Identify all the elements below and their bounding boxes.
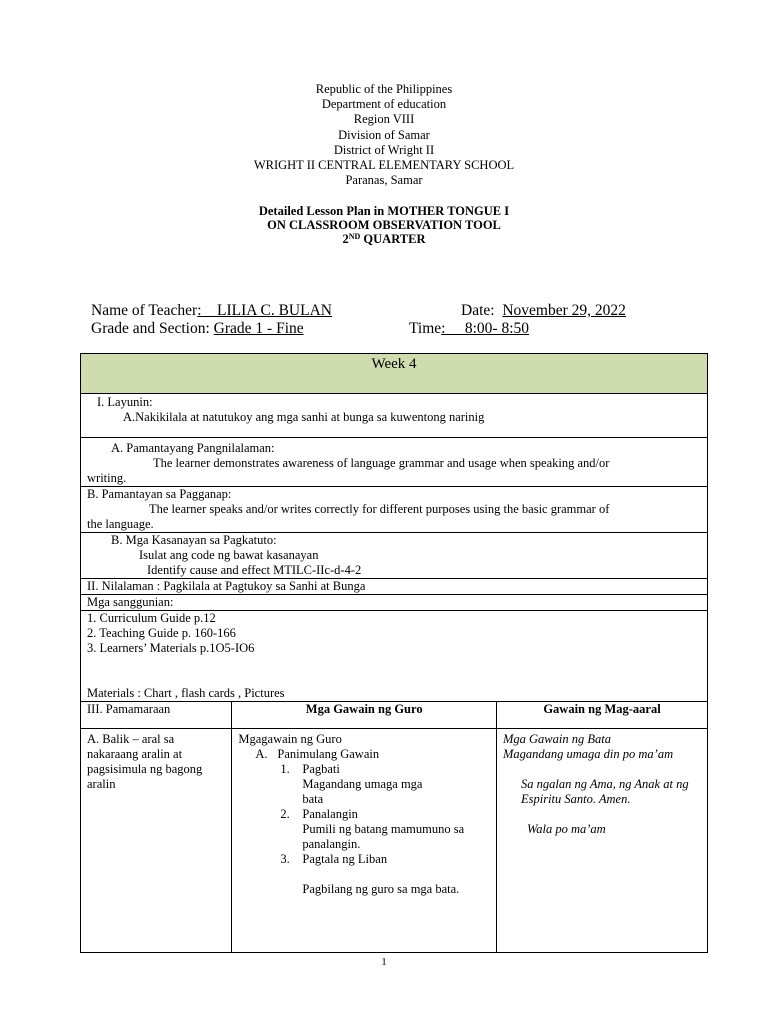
layunin-text: A.Nakikilala at natutukoy ang mga sanhi at bunga sa kuwentong narinig [123, 410, 485, 424]
document-header [0, 82, 768, 188]
plan-quarter [0, 232, 768, 246]
col-guro-header: Mga Gawain ng Guro [232, 702, 497, 729]
time-info [409, 320, 529, 338]
sanggunian-row [81, 595, 708, 611]
header-district: District of Wright II [333, 142, 435, 157]
bata-attendance: Wala po ma’am [526, 822, 606, 836]
item-detail: Pumili ng batang mamumuno sa panalangin. [302, 822, 465, 851]
nilalaman-row [81, 579, 708, 595]
item-title: Pagbati [302, 762, 340, 776]
bata-title: Mga Gawain ng Bata [502, 732, 611, 746]
item-number: 1. [280, 762, 290, 776]
item-number: 3. [280, 852, 290, 866]
list-item [238, 852, 490, 867]
plan-title-line1: Detailed Lesson Plan in MOTHER TONGUE I [258, 204, 510, 218]
pamantayang-cell [81, 438, 708, 487]
teacher-name: : LILIA C. BULAN [197, 302, 332, 319]
date-value: November 29, 2022 [502, 302, 626, 319]
teacher-info [91, 302, 332, 320]
layunin-row [81, 394, 708, 438]
lesson-plan-title [0, 204, 768, 246]
list-item [238, 762, 490, 807]
guro-subheading [238, 747, 490, 762]
references-row [81, 611, 708, 702]
plan-title-line2: ON CLASSROOM OBSERVATION TOOL [267, 218, 501, 232]
guro-activity-list [238, 762, 490, 867]
col-pamamaraan-header: III. Pamamaraan [81, 702, 232, 729]
guro-last-activity: Pagbilang ng guro sa mga bata. [302, 882, 460, 896]
pagganap-label: B. Pamantayan sa Pagganap: [87, 487, 232, 501]
guro-title: Mgagawain ng Guro [238, 732, 342, 746]
header-school: WRIGHT II CENTRAL ELEMENTARY SCHOOL [253, 158, 515, 173]
pagganap-text-b: the language. [87, 517, 154, 531]
week-cell: Week 4 [81, 354, 708, 394]
column-header-row [81, 702, 708, 729]
bata-activities-cell [496, 729, 707, 953]
grade-info [91, 320, 304, 338]
grade-value: Grade 1 - Fine [213, 320, 304, 337]
pagganap-row [81, 487, 708, 533]
kasanayan-cell [81, 533, 708, 579]
quarter-number: 2 [342, 232, 349, 246]
week-row [81, 354, 708, 394]
list-item [238, 807, 490, 852]
header-department: Department of education [321, 97, 447, 112]
quarter-suffix: ND [348, 232, 361, 241]
pamantayang-row [81, 438, 708, 487]
pamantayang-text-a: The learner demonstrates awareness of language grammar and usage when speaking and/or [153, 456, 610, 470]
date-label: Date: [461, 302, 495, 319]
pagganap-cell [81, 487, 708, 533]
activity-row [81, 729, 708, 953]
references-cell [81, 611, 708, 702]
layunin-cell [81, 394, 708, 438]
sanggunian-cell: Mga sanggunian: [81, 595, 708, 611]
quarter-word: QUARTER [363, 232, 426, 246]
page-number: 1 [381, 956, 387, 968]
item-detail: Magandang umaga mga bata [302, 777, 423, 806]
guro-sub-title: Panimulang Gawain [277, 747, 380, 761]
kasanayan-line1: Isulat ang code ng bawat kasanayan [139, 548, 319, 562]
item-title: Pagtala ng Liban [302, 852, 388, 866]
kasanayan-line2: Identify cause and effect MTILC-IIc-d-4-2 [147, 563, 362, 577]
step-balik-aral: A. Balik – aral sa nakaraang aralin at pagsisimula ng bagong aralin [81, 729, 232, 953]
reference-learners-materials: 3. Learners’ Materials p.1O5-IO6 [87, 641, 255, 655]
bata-prayer: Sa ngalan ng Ama, ng Anak at ng Espiritu Santo. Amen. [520, 777, 689, 806]
materials-text: Materials : Chart , flash cards , Pictures [87, 686, 285, 700]
lesson-plan-table [80, 353, 708, 953]
teacher-label: Name of Teacher [91, 302, 198, 319]
date-info [461, 302, 626, 320]
header-region: Region VIII [353, 112, 415, 127]
kasanayan-label: B. Mga Kasanayan sa Pagkatuto: [111, 533, 277, 547]
layunin-label: I. Layunin: [97, 395, 153, 409]
kasanayan-row [81, 533, 708, 579]
header-division: Division of Samar [338, 127, 430, 142]
col-mag-aaral-header: Gawain ng Mag-aaral [496, 702, 707, 729]
time-label: Time [409, 320, 442, 337]
guro-sub-letter: A. [255, 747, 268, 761]
grade-label: Grade and Section: [91, 320, 210, 337]
item-title: Panalangin [302, 807, 358, 821]
item-number: 2. [280, 807, 290, 821]
bata-greeting: Magandang umaga din po ma’am [502, 747, 674, 761]
nilalaman-cell: II. Nilalaman : Pagkilala at Pagtukoy sa Sanhi at Bunga [81, 579, 708, 595]
reference-teaching-guide: 2. Teaching Guide p. 160-166 [87, 626, 236, 640]
header-republic: Republic of the Philippines [315, 82, 453, 96]
reference-curriculum-guide: 1. Curriculum Guide p.12 [87, 611, 216, 625]
pamantayang-text-b: writing. [87, 471, 127, 485]
guro-activities-cell [232, 729, 497, 953]
pamantayang-label: A. Pamantayang Pangnilalaman: [111, 441, 275, 455]
time-value: : 8:00- 8:50 [441, 320, 530, 337]
header-address: Paranas, Samar [345, 173, 423, 188]
pagganap-text-a: The learner speaks and/or writes correctly for different purposes using the basic grammar of [149, 502, 610, 516]
